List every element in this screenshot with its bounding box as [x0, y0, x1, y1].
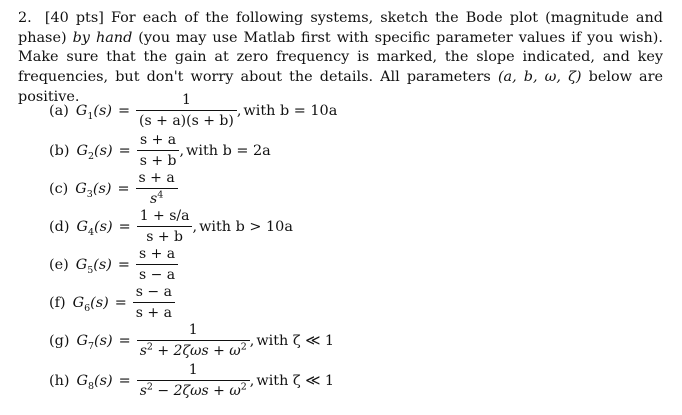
item-condition: with b > 10a — [199, 218, 293, 235]
denominator: $s^2 - 2\zeta\omega s + \omega^2$ — [139, 381, 247, 399]
denominator: s − a — [138, 267, 176, 283]
transfer-function-fraction — [136, 170, 178, 207]
numerator: 1 — [188, 362, 198, 378]
transfer-function-name: $G_2(s)$ — [76, 142, 113, 162]
numerator: s + a — [138, 170, 175, 186]
transfer-function-fraction — [137, 362, 250, 399]
transfer-function-name: $G_6(s)$ — [72, 294, 109, 314]
transfer-function-name: $G_5(s)$ — [75, 256, 112, 276]
transfer-function-name: $G_3(s)$ — [75, 180, 112, 200]
problem-intro-1: For each of the following systems, sketch the Bode plot (magnitude and phase) — [18, 10, 663, 46]
item-label: (h) — [49, 372, 70, 389]
numerator: s − a — [135, 284, 172, 300]
numerator: 1 + s/a — [139, 208, 190, 224]
system-item-b: (b) $G_2(s)$ = $\frac{s + a}{s + b}$ , with b = 2a — [49, 132, 271, 169]
item-label: (e) — [49, 256, 69, 273]
problem-points: [40 pts] — [44, 10, 104, 26]
transfer-function-name: $G_4(s)$ — [76, 218, 113, 238]
problem-intro-2: (you may use Matlab first with specific parameter values if you wish). Make sure that the gain at zero frequency is marked, the slope indicated, and key frequencies, but don't worry about the details. All parameters — [18, 29, 663, 86]
transfer-function-fraction — [136, 92, 237, 129]
item-label: (f) — [49, 294, 66, 311]
item-label: (c) — [49, 180, 69, 197]
problem-by-hand: by hand — [72, 29, 133, 46]
system-item-f: (f) $G_6(s)$ = $\frac{s - a}{s + a}$ — [49, 284, 175, 321]
problem-intro-3: below are positive. — [18, 69, 664, 105]
transfer-function-fraction — [136, 246, 178, 283]
system-item-e: (e) $G_5(s)$ = $\frac{s + a}{s - a}$ — [49, 246, 178, 283]
problem-number: 2. — [18, 10, 32, 26]
transfer-function-fraction — [137, 132, 180, 169]
denominator: $s^4$ — [150, 189, 164, 207]
system-item-h: (h) $G_8(s)$ = $\frac{1}{s^2 - 2\zeta\omega s + \omega^2}$ , with ζ ≪ 1 — [49, 362, 335, 399]
numerator: s + a — [139, 132, 177, 148]
system-item-c: (c) $G_3(s)$ = $\frac{s + a}{s^4}$ — [49, 170, 178, 207]
item-condition: with ζ ≪ 1 — [256, 332, 335, 349]
item-label: (a) — [49, 102, 69, 119]
item-condition: with ζ ≪ 1 — [256, 372, 335, 389]
item-condition: with b = 2a — [186, 142, 271, 159]
transfer-function-fraction — [137, 322, 250, 359]
item-label: (b) — [49, 142, 70, 159]
numerator: 1 — [188, 322, 198, 338]
system-item-a: (a) $G_1(s)$ = $\frac{1}{(s + a)(s + b)}$ , with b = 10a — [49, 92, 338, 129]
denominator: (s + a)(s + b) — [139, 113, 234, 129]
problem-param-list: (a, b, ω, ζ) — [497, 69, 582, 86]
denominator: $s^2 + 2\zeta\omega s + \omega^2$ — [139, 341, 247, 359]
item-label: (g) — [49, 332, 70, 349]
numerator: s + a — [138, 246, 176, 262]
system-item-d: (d) $G_4(s)$ = $\frac{1 + s/a}{s + b}$ , with b > 10a — [49, 208, 293, 245]
transfer-function-name: $G_8(s)$ — [76, 372, 113, 392]
item-condition: with b = 10a — [243, 102, 338, 119]
transfer-function-fraction — [133, 284, 175, 321]
transfer-function-fraction — [137, 208, 193, 245]
item-label: (d) — [49, 218, 70, 235]
denominator: s + b — [139, 153, 177, 169]
transfer-function-name: $G_7(s)$ — [76, 332, 113, 352]
transfer-function-name: $G_1(s)$ — [75, 102, 112, 122]
denominator: s + b — [146, 229, 183, 245]
numerator: 1 — [181, 92, 191, 108]
denominator: s + a — [135, 305, 172, 321]
system-item-g: (g) $G_7(s)$ = $\frac{1}{s^2 + 2\zeta\omega s + \omega^2}$ , with ζ ≪ 1 — [49, 322, 335, 359]
